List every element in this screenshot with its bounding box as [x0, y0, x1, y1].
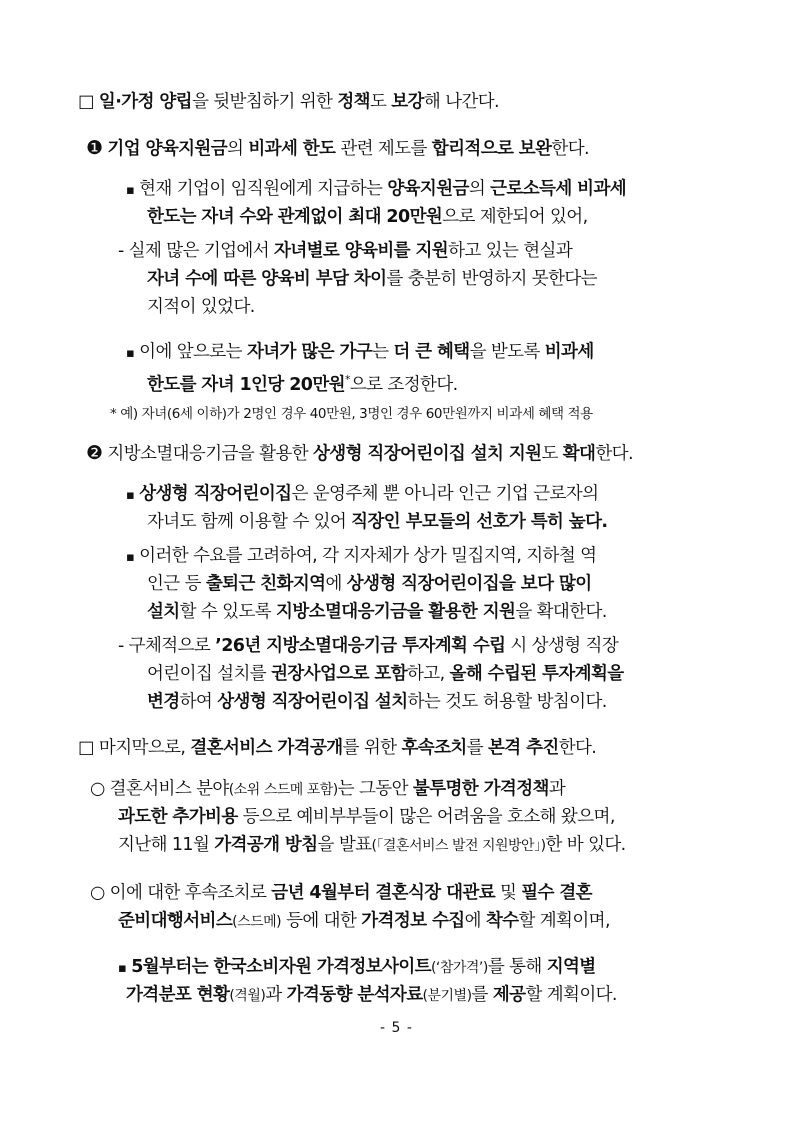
text-segment: 에 — [464, 911, 486, 931]
bold-text: 출퇴근 친화지역 — [205, 574, 326, 594]
text-segment: 과 — [548, 779, 566, 799]
text-segment: 를 통해 — [487, 957, 547, 977]
text-segment: * — [344, 373, 350, 386]
bold-text: 준비대행서비스 — [118, 911, 233, 931]
bold-text: 기업 양육지원금 — [107, 139, 228, 159]
text-line — [110, 402, 593, 426]
bullet-marker: - — [118, 241, 124, 261]
bold-text: 가격공개 방침 — [214, 835, 318, 855]
text-line — [126, 983, 617, 1008]
text-line — [118, 239, 572, 263]
text-segment: 어린이집 설치를 — [147, 664, 272, 684]
text-segment: (「결혼서비스 발전 지원방안」) — [371, 838, 546, 854]
text-segment: 할 계획이다. — [525, 985, 617, 1005]
bold-text: 착수 — [485, 911, 519, 931]
text-segment: 한다. — [595, 444, 633, 464]
text-segment: 하고 있는 현실과 — [448, 241, 573, 261]
text-segment: 한다. — [558, 738, 597, 758]
text-segment: 현재 기업이 임직원에게 지급하는 — [134, 179, 388, 199]
text-segment: (분기별) — [422, 988, 472, 1004]
text-line — [126, 544, 596, 570]
bullet-marker: ▪ — [126, 183, 135, 198]
text-line — [147, 600, 607, 624]
bold-text: 금년 4월부터 결혼식장 대관료 — [271, 883, 495, 903]
text-segment: 할 계획이며, — [518, 911, 610, 931]
bold-text: 상생형 직장어린이집 설치 — [217, 692, 408, 712]
text-line — [78, 90, 499, 114]
text-segment: 의 — [468, 179, 491, 199]
text-segment: 구체적으로 — [123, 636, 216, 656]
bold-text: 자녀 수에 따른 양육비 부담 차이 — [147, 269, 387, 289]
text-segment: (‘참가격’) — [430, 960, 488, 976]
text-segment: 을 받도록 — [469, 342, 545, 362]
bullet-marker: - — [118, 636, 124, 656]
bullet-marker: ○ — [90, 883, 105, 903]
bold-text: 가격동향 분석자료 — [286, 985, 423, 1005]
text-segment: 하고, — [407, 664, 450, 684]
text-line — [147, 690, 607, 714]
bullet-marker: ❷ — [86, 442, 103, 464]
bold-text: 본격 추진 — [487, 738, 559, 758]
bullet-marker: □ — [78, 92, 94, 112]
bold-text: 합리적으로 보완 — [431, 139, 552, 159]
page-number: - 5 - — [380, 1020, 413, 1036]
text-segment: 을 확대한다. — [515, 602, 607, 622]
text-line — [147, 572, 592, 596]
text-segment: 지방소멸대응기금 — [102, 444, 238, 464]
bold-text: 보강 — [391, 92, 424, 112]
text-line — [118, 805, 615, 829]
bold-text: 불투명한 가격정책 — [412, 779, 549, 799]
text-line — [126, 340, 594, 366]
bold-text: 5월부터는 한국소비자원 가격정보사이트 — [131, 957, 431, 977]
text-segment: 한다. — [551, 139, 589, 159]
text-line — [118, 955, 596, 981]
text-segment: 하는 것도 허용할 방침이다. — [407, 692, 607, 712]
bold-text: 상생형 직장어린이집을 보다 많이 — [346, 574, 592, 594]
text-line — [147, 295, 255, 319]
bold-text: 변경 — [147, 692, 180, 712]
bold-text: 비과세 — [544, 342, 594, 362]
text-segment: (소위 스드메 포함) — [228, 782, 338, 798]
text-segment: 를 — [466, 738, 488, 758]
bold-text: 후속조치 — [401, 738, 467, 758]
text-segment: (스드메) — [232, 914, 282, 930]
bold-text: 한도를 자녀 1인당 20만원 — [147, 374, 345, 395]
text-line — [118, 634, 618, 658]
bold-text: 확대 — [562, 444, 596, 464]
bold-text: 자녀가 많은 가구 — [246, 342, 373, 362]
text-line — [147, 267, 597, 291]
text-segment: 를 — [471, 985, 493, 1005]
bold-text: 정책 — [337, 92, 370, 112]
text-segment: 이러한 수요를 고려하여, 각 지자체가 상가 밀집지역, 지하철 역 — [134, 546, 597, 566]
text-segment: 등으로 예비부부들이 많은 어려움을 호소해 왔으며, — [237, 807, 615, 827]
text-segment: (격월) — [229, 988, 266, 1004]
bold-text: 과도한 추가비용 — [118, 807, 238, 827]
text-segment: 및 — [495, 883, 522, 903]
bold-text: 가격정보 수집 — [361, 911, 465, 931]
text-line — [118, 909, 610, 934]
text-segment: 시 상생형 직장 — [505, 636, 619, 656]
text-segment: 에 — [325, 574, 347, 594]
text-segment: 을 활용한 — [237, 444, 313, 464]
text-line — [90, 777, 565, 802]
bold-text: 상생형 직장어린이집 — [139, 484, 292, 504]
text-line — [147, 205, 588, 229]
bold-text: 양육지원금 — [387, 179, 469, 199]
text-line — [90, 881, 592, 905]
text-segment: 등에 대한 — [281, 911, 362, 931]
text-line — [147, 368, 458, 397]
text-segment: 는 — [372, 342, 394, 362]
text-line — [78, 736, 596, 760]
bold-text: 필수 결혼 — [521, 883, 592, 903]
text-segment: 지난해 11월 — [118, 835, 215, 855]
text-segment: 이에 앞으로는 — [134, 342, 247, 362]
text-line — [86, 441, 633, 466]
bold-text: ’26년 지방소멸대응기금 투자계획 수립 — [215, 636, 506, 656]
text-line — [86, 136, 589, 161]
bold-text: 일·가정 양립 — [98, 92, 192, 112]
bold-text: 더 큰 혜택 — [393, 342, 470, 362]
text-segment: 은 운영주체 뿐 아니라 인근 기업 근로자의 — [291, 484, 599, 504]
bullet-marker: * — [110, 406, 117, 422]
text-segment: 결혼서비스 분야 — [104, 779, 229, 799]
text-line — [126, 177, 626, 203]
bold-text: 제공 — [492, 985, 526, 1005]
bold-text: 올해 수립된 투자계획을 — [449, 664, 624, 684]
text-segment: 를 위한 — [342, 738, 402, 758]
bold-text: 지방소멸대응기금을 활용한 지원 — [276, 602, 516, 622]
text-line — [118, 833, 626, 858]
text-segment: 한 바 있다. — [545, 835, 626, 855]
text-segment: 는 그동안 — [337, 779, 413, 799]
bullet-marker: □ — [78, 738, 94, 758]
text-segment: 지적이 있었다. — [147, 297, 255, 317]
bullet-marker: ▪ — [126, 488, 135, 503]
text-segment: 자녀도 함께 이용할 수 있어 — [147, 512, 352, 532]
bold-text: 상생형 직장어린이집 설치 지원 — [313, 444, 542, 464]
text-line — [126, 482, 598, 508]
text-segment: 으로 제한되어 있어, — [442, 207, 588, 227]
text-segment: 의 — [227, 139, 249, 159]
bold-text: 직장인 부모들의 선호가 특히 높다. — [351, 512, 608, 532]
text-segment: 하여 — [179, 692, 218, 712]
bold-text: 가격분포 현황 — [126, 985, 230, 1005]
bullet-marker: ▪ — [126, 346, 135, 361]
text-segment: 을 뒷받침하기 위한 — [191, 92, 338, 112]
text-segment: 을 발표 — [317, 835, 372, 855]
text-segment: 를 충분히 반영하지 못한다는 — [386, 269, 597, 289]
text-segment: 해 나간다. — [423, 92, 499, 112]
text-segment: 과 — [265, 985, 287, 1005]
text-segment: 도 — [369, 92, 392, 112]
bullet-marker: ❶ — [86, 137, 103, 159]
bold-text: 비과세 한도 — [248, 139, 336, 159]
bold-text: 결혼서비스 가격공개 — [190, 738, 343, 758]
bold-text: 지역별 — [546, 957, 596, 977]
bullet-marker: ○ — [90, 779, 105, 799]
text-segment: 예) 자녀(6세 이하)가 2명인 경우 40만원, 3명인 경우 60만원까지 비과세 혜택 적용 — [116, 406, 593, 422]
bold-text: 권장사업으로 포함 — [271, 664, 407, 684]
text-segment: 으로 조정한다. — [349, 374, 458, 395]
text-segment: 실제 많은 기업에서 — [123, 241, 275, 261]
text-line — [147, 662, 624, 686]
text-segment: 관련 제도를 — [335, 139, 432, 159]
bold-text: 근로소득세 비과세 — [490, 179, 627, 199]
text-segment: 이에 대한 후속조치로 — [104, 883, 272, 903]
text-segment: 인근 등 — [147, 574, 206, 594]
text-segment: 도 — [541, 444, 563, 464]
bullet-marker: ▪ — [118, 961, 127, 976]
text-line — [147, 510, 607, 534]
bold-text: 설치 — [147, 602, 180, 622]
bold-text: 한도는 자녀 수와 관계없이 최대 20만원 — [147, 207, 443, 227]
bullet-marker: ▪ — [126, 550, 135, 565]
text-segment: 마지막으로, — [93, 738, 191, 758]
text-segment: 할 수 있도록 — [179, 602, 277, 622]
bold-text: 자녀별로 양육비를 지원 — [274, 241, 449, 261]
